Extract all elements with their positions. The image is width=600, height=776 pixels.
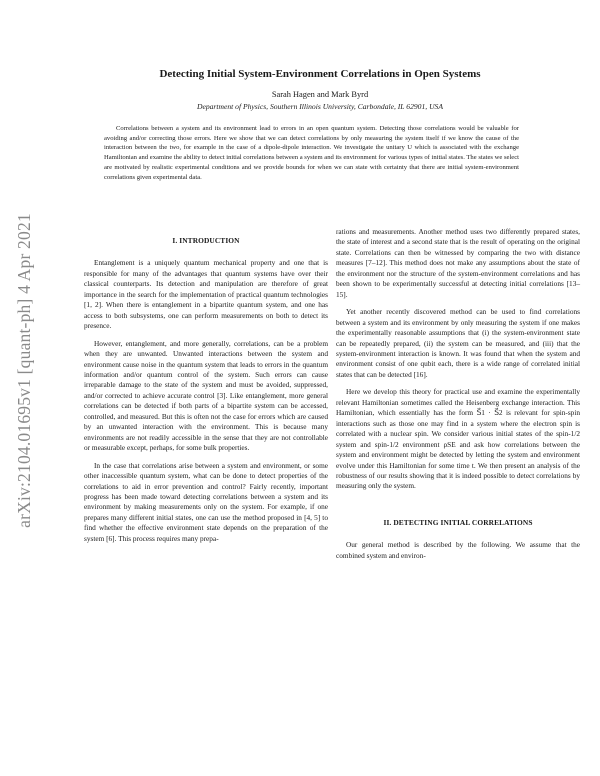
- intro-paragraph-3-continued: rations and measurements. Another method uses two differently prepared states, the state of interest and a second state that is the result of operating on the original state. Correlations can then be witnessed by comparing the two with distance measures [7–12]. This method does not make any assumptions about the state of the environment nor the structure of the system-environment correlations and has been shown to be experimentally successful at detecting initial correlations [13–15].: [336, 227, 580, 299]
- arxiv-identifier-stamp: [6, 40, 42, 700]
- intro-paragraph-2: However, entanglement, and more generally, correlations, can be a problem when they are unwanted. Unwanted interactions between the system and environment cause noise in the quantum system that leads to errors in the quantum information and/or quantum control of the system. Such errors can cause irreparable damage to the state of the system and must be avoided, suppressed, and/or corrected to achieve accurate control [3]. Like entanglement, more general correlations can be detected if both parts of a bipartite system can be accessed, controlled, and measured. But this is often not the case for errors which are caused by an unwanted interaction with the environment. This is because many environments are not readily accessible in the sense that they are not controllable or measurable except, perhaps, for some bulk properties.: [84, 338, 328, 453]
- section-heading-introduction: I. INTRODUCTION: [172, 236, 240, 245]
- abstract: Correlations between a system and its environment lead to errors in an open quantum system. Detecting those correlations would be valuable for avoiding and/or correcting those errors. Here we show that we can detect correlations by only measuring the system itself if we know the cause of the interaction between the two, for example in the case of a dipole-dipole interaction. We investigate the unitary U which is associated with the exchange Hamiltonian and examine the ability to detect initial correlations between a system and its environment for various types of initial states. The states we select are motivated by realistic experimental conditions and we provide bounds for when we can state with certainty that there are initial system-environment correlations given experimental data.: [104, 125, 519, 181]
- intro-paragraph-3: In the case that correlations arise between a system and environment, or some other inaccessible quantum system, what can be done to detect properties of the correlations to aid in error prevention and control? Fairly recently, important progress has been made toward detecting correlations between a system and its environment by making measurements only on the system. For example, if one prepares many different initial states, one can use the method proposed in [4, 5] to find whether the effective environment state depends on the preparation of the system [6]. This process requires many prepa-: [84, 460, 328, 543]
- arxiv-stamp-text: arXiv:2104.01695v1 [quant-ph] 4 Apr 2021: [13, 212, 34, 528]
- paper-authors: Sarah Hagen and Mark Byrd: [271, 90, 369, 99]
- intro-paragraph-1: Entanglement is a uniquely quantum mechanical property and one that is responsible for many of the advantages that quantum systems have over their classical counterparts. Its detection and manipulation are therefore of great importance in the search for the implementation of practical quantum technologies [1, 2]. When there is entanglement in a bipartite quantum system, and one has access to both subsystems, one can perform measurements on both to detect its presence.: [84, 258, 328, 331]
- intro-paragraph-5: Here we develop this theory for practical use and examine the experimentally relevant Hamiltonian sometimes called the Heisenberg exchange interaction. This Hamiltonian, which essentially has the form S⃗1 · S⃗2 is relevant for spin-spin interactions such as those one may find in a system where the electron spin is correlated with a nuclear spin. We consider various initial states of the spin-1/2 system and spin-1/2 environment ρSE and ask how correlations between the system and environment might be detected by letting the system and environment evolve under this Hamiltonian for some time t. We then present an analysis of the robustness of our results showing that it is indeed possible to detect correlations by measuring only the system.: [336, 387, 580, 491]
- paper-title: Detecting Initial System-Environment Correlations in Open Systems: [159, 68, 481, 80]
- intro-paragraph-4: Yet another recently discovered method can be used to find correlations between a system and its environment by only measuring the system if one makes the experimentally reasonable assumptions that (i) the system-environment state can be repeatedly prepared, (ii) the system can be measured, and (iii) that the system-environment interaction is known. It was found that when the system and environment consist of one qubit each, there is a wide range of correlated initial states that can be detected [16].: [336, 307, 580, 379]
- section2-paragraph-1: Our general method is described by the following. We assume that the combined system and environ-: [336, 540, 580, 560]
- left-column: [84, 230, 328, 551]
- paper-affiliation: Department of Physics, Southern Illinois University, Carbondale, IL 62901, USA: [196, 102, 443, 111]
- right-column: [336, 227, 580, 568]
- section-heading-detecting-correlations: II. DETECTING INITIAL CORRELATIONS: [383, 517, 533, 527]
